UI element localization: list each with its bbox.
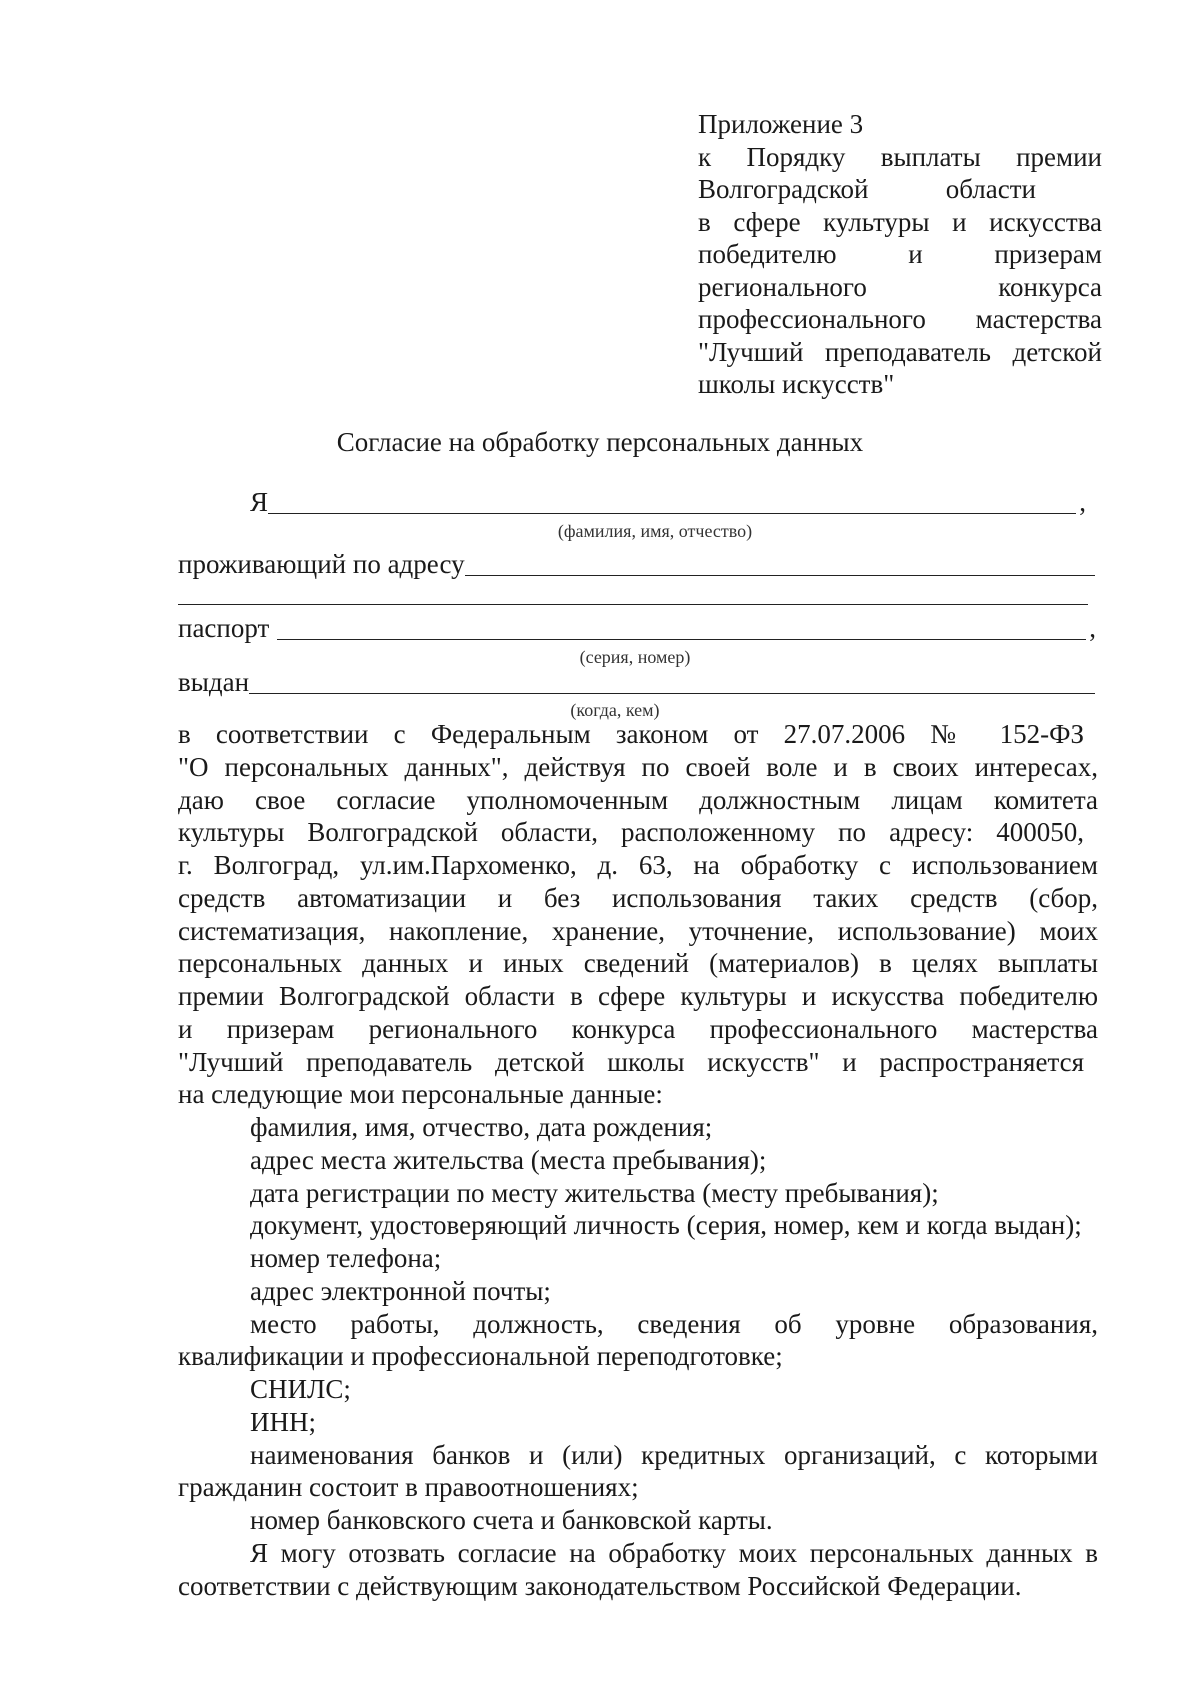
list-item: адрес электронной почты;: [250, 1275, 551, 1306]
list-item: СНИЛС;: [250, 1374, 351, 1404]
annex-line: профессионального мастерства: [698, 304, 1102, 334]
passport-comma: ,: [1089, 613, 1096, 643]
body-line: "Лучший преподаватель детской школы искусств" и распространяется: [178, 1046, 1084, 1077]
issued-field[interactable]: [178, 666, 1095, 698]
annex-line: школы искусств": [698, 369, 895, 399]
list-item: дата регистрации по месту жительства (месту пребывания);: [250, 1177, 939, 1208]
body-line: даю свое согласие уполномоченным должностным лицам комитета: [178, 784, 1098, 815]
list-item: документ, удостоверяющий личность (серия, номер, кем и когда выдан);: [250, 1210, 1082, 1241]
list-item: наименования банков и (или) кредитных организаций, с которыми гражданин состоит в правоотношениях;: [178, 1439, 1098, 1503]
annex-heading: [698, 108, 1102, 401]
passport-line[interactable]: [277, 615, 1086, 640]
issued-label: выдан: [178, 667, 250, 697]
full-name-comma: ,: [1079, 487, 1086, 517]
body-line: в соответствии с Федеральным законом от 27.07.2006 № 152-ФЗ: [178, 719, 1084, 749]
passport-field[interactable]: [178, 612, 1096, 644]
issued-line[interactable]: [249, 669, 1095, 694]
passport-label: паспорт: [178, 613, 270, 643]
body-line: культуры Волгоградской области, расположенному по адресу: 400050,: [178, 817, 1084, 848]
body-line: г. Волгоград, ул.им.Пархоменко, д. 63, на обработку с использованием: [178, 850, 1098, 880]
consent-body: [178, 718, 1098, 1602]
passport-caption: (серия, номер): [579, 647, 691, 667]
list-item: номер банковского счета и банковской карты.: [250, 1505, 773, 1535]
full-name-caption: (фамилия, имя, отчество): [557, 521, 753, 541]
issued-caption: (когда, кем): [570, 700, 660, 720]
body-line: на следующие мои персональные данные:: [178, 1079, 663, 1110]
annex-line: победителю и призерам: [698, 239, 1102, 269]
address-label: проживающий по адресу: [178, 549, 465, 579]
list-item: адрес места жительства (места пребывания);: [250, 1144, 767, 1175]
annex-line: Приложение 3: [698, 109, 864, 139]
annex-line: "Лучший преподаватель детской: [698, 336, 1102, 367]
address-line-2[interactable]: [178, 604, 1088, 605]
document-title: Согласие на обработку персональных данных: [336, 427, 864, 457]
body-line: средств автоматизации и без использования таких средств (сбор,: [178, 882, 1098, 913]
body-line: систематизация, накопление, хранение, уточнение, использование) моих: [178, 915, 1098, 946]
annex-line: в сфере культуры и искусства: [698, 206, 1102, 237]
revocation-paragraph: Я могу отозвать согласие на обработку моих персональных данных в соответствии с действующим законодательством Российской Федерации.: [178, 1537, 1098, 1601]
annex-line: Волгоградской области: [698, 174, 1036, 204]
body-line: и призерам регионального конкурса профессионального мастерства: [178, 1013, 1098, 1044]
annex-line: регионального конкурса: [698, 271, 1102, 302]
address-field[interactable]: [178, 548, 1095, 580]
list-item: фамилия, имя, отчество, дата рождения;: [250, 1112, 713, 1142]
list-item: место работы, должность, сведения об уровне образования, квалификации и профессиональной переподготовке;: [178, 1308, 1098, 1372]
annex-line: к Порядку выплаты премии: [698, 141, 1102, 172]
body-line: персональных данных и иных сведений (материалов) в целях выплаты: [178, 948, 1098, 979]
list-item: ИНН;: [250, 1406, 316, 1437]
full-name-label: Я: [250, 487, 269, 517]
address-line[interactable]: [465, 551, 1095, 576]
full-name-line[interactable]: [268, 489, 1076, 514]
body-line: "О персональных данных", действуя по своей воле и в своих интересах,: [178, 751, 1098, 782]
body-line: премии Волгоградской области в сфере культуры и искусства победителю: [178, 981, 1098, 1011]
list-item: номер телефона;: [250, 1243, 442, 1273]
full-name-field[interactable]: [250, 486, 1086, 518]
